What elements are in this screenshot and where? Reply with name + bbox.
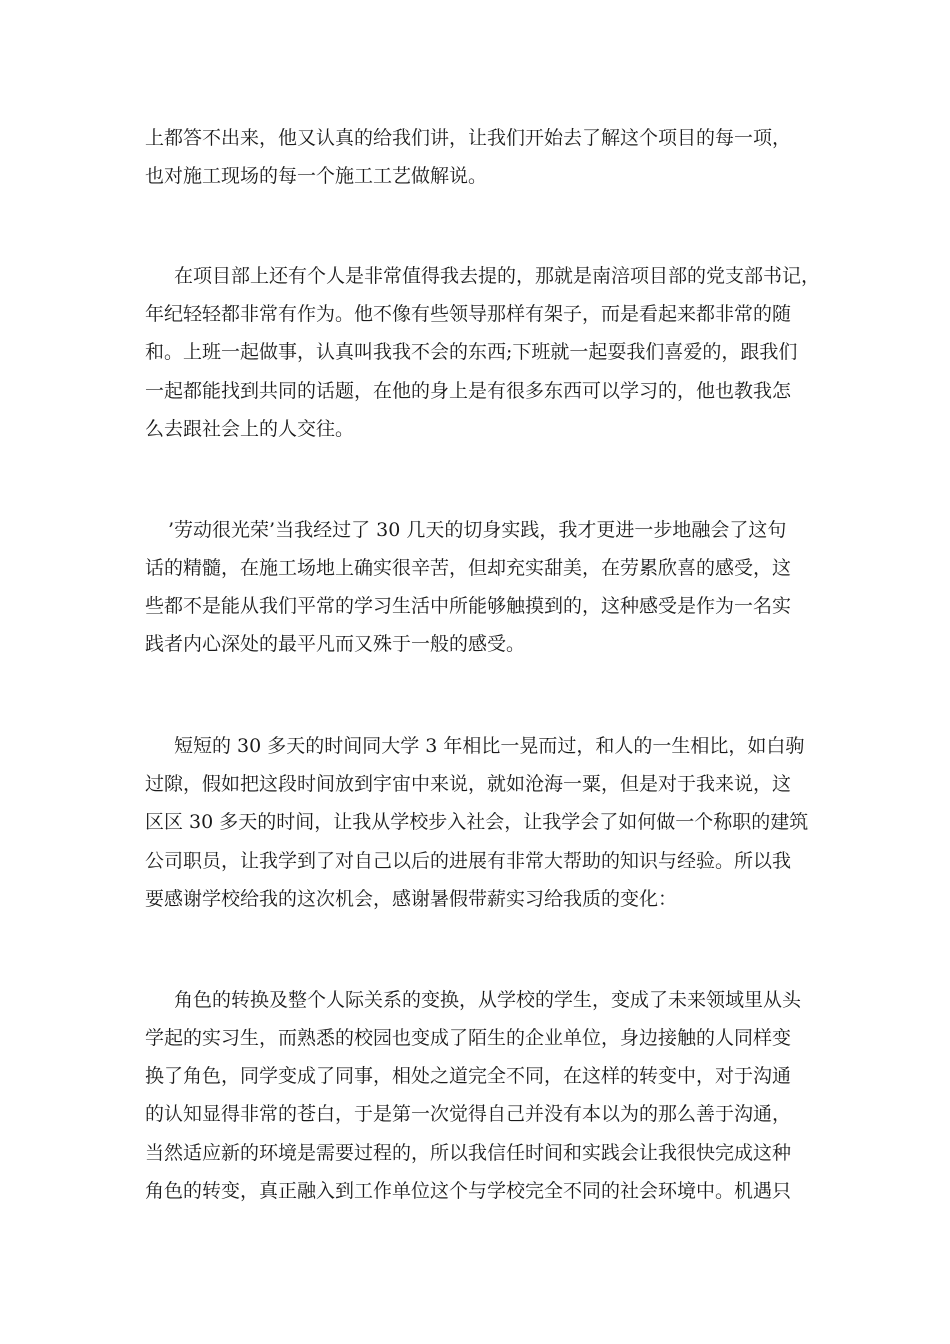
text-line: 要感谢学校给我的这次机会，感谢暑假带薪实习给我质的变化： — [145, 888, 678, 910]
text-line: 些都不是能从我们平常的学习生活中所能够触摸到的，这种感受是作为一名实 — [145, 595, 792, 617]
text-line: 学起的实习生，而熟悉的校园也变成了陌生的企业单位，身边接触的人同样变 — [145, 1027, 792, 1049]
text-line: 区区 30 多天的时间，让我从学校步入社会，让我学会了如何做一个称职的建筑 — [145, 811, 809, 833]
text-line: ’劳动很光荣’当我经过了 30 几天的切身实践，我才更进一步地融会了这句 — [168, 519, 787, 541]
text-line: 过隙，假如把这段时间放到宇宙中来说，就如沧海一粟，但是对于我来说，这 — [145, 773, 792, 795]
text-line: 换了角色，同学变成了同事，相处之道完全不同，在这样的转变中，对于沟通 — [145, 1065, 792, 1087]
text-line: 的认知显得非常的苍白，于是第一次觉得自己并没有本以为的那么善于沟通， — [145, 1103, 792, 1125]
text-line: 公司职员，让我学到了对自己以后的进展有非常大帮助的知识与经验。所以我 — [145, 850, 792, 872]
text-line: 短短的 30 多天的时间同大学 3 年相比一晃而过，和人的一生相比，如白驹 — [174, 735, 805, 757]
text-line: 践者内心深处的最平凡而又殊于一般的感受。 — [145, 633, 526, 655]
text-line: 上都答不出来，他又认真的给我们讲，让我们开始去了解这个项目的每一项， — [145, 127, 792, 149]
text-line: 么去跟社会上的人交往。 — [145, 418, 355, 440]
text-line: 当然适应新的环境是需要过程的，所以我信任时间和实践会让我很快完成这种 — [145, 1142, 792, 1164]
text-line: 角色的转变，真正融入到工作单位这个与学校完全不同的社会环境中。机遇只 — [145, 1180, 792, 1202]
text-line: 角色的转换及整个人际关系的变换，从学校的学生，变成了未来领域里从头 — [174, 989, 802, 1011]
text-line: 也对施工现场的每一个施工工艺做解说。 — [145, 165, 488, 187]
text-line: 和。上班一起做事，认真叫我我不会的东西;下班就一起耍我们喜爱的，跟我们 — [145, 341, 798, 363]
text-line: 年纪轻轻都非常有作为。他不像有些领导那样有架子，而是看起来都非常的随 — [145, 303, 792, 325]
text-line: 在项目部上还有个人是非常值得我去提的，那就是南涪项目部的党支部书记， — [174, 265, 821, 287]
text-line: 话的精髓，在施工场地上确实很辛苦，但却充实甜美，在劳累欣喜的感受，这 — [145, 557, 792, 579]
text-line: 一起都能找到共同的话题，在他的身上是有很多东西可以学习的，他也教我怎 — [145, 380, 792, 402]
